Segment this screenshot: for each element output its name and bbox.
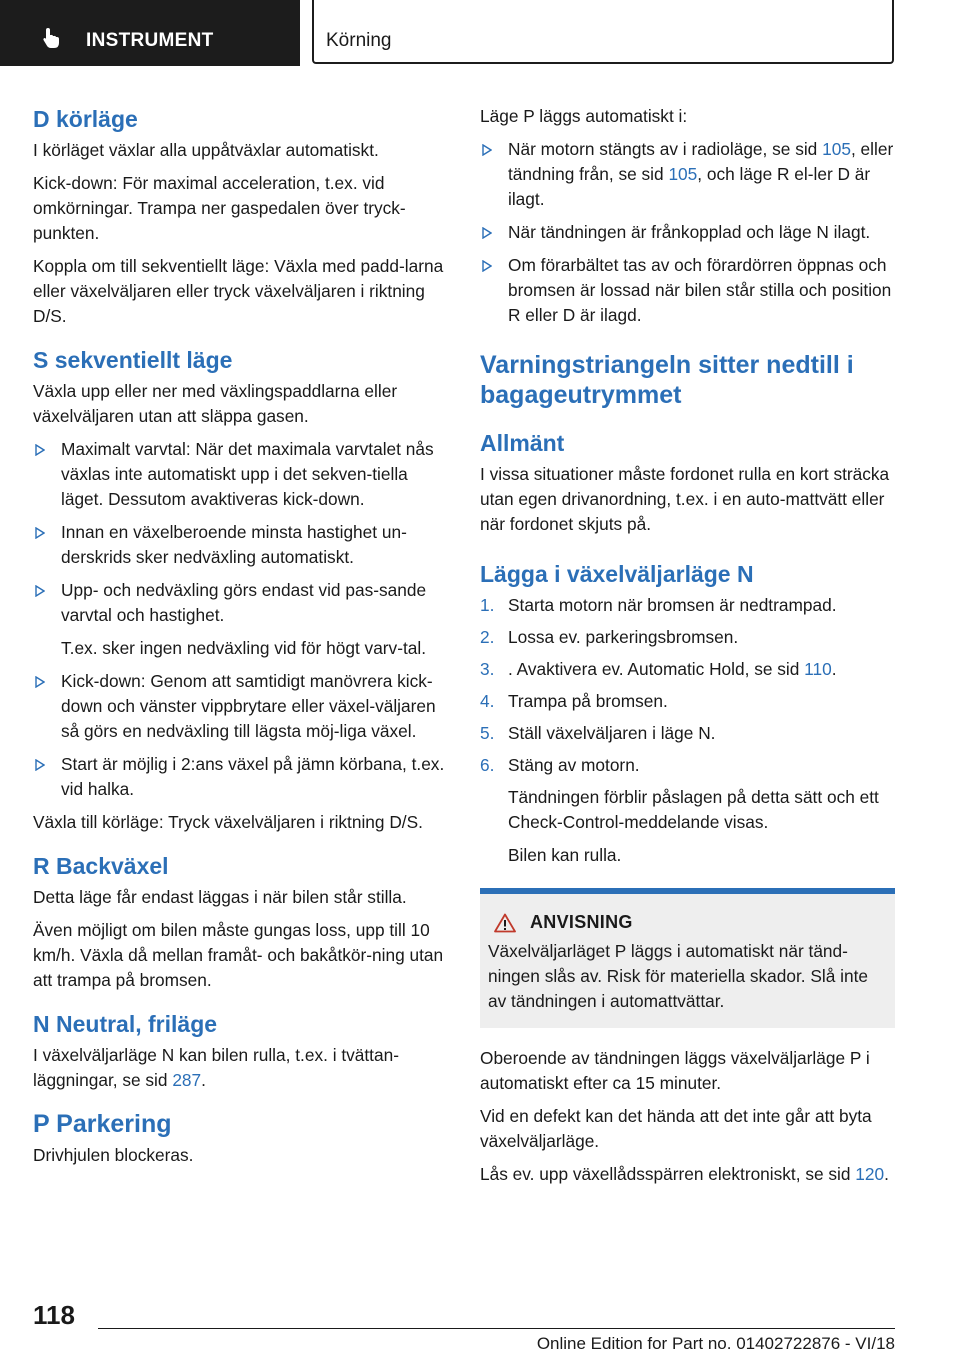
paragraph: Även möjligt om bilen måste gungas loss, upp till 10 km/h. Växla då mellan framåt- och bakåtkör-ning utan att trampa på bromsen. <box>33 920 444 990</box>
triangle-bullet-icon <box>35 676 45 688</box>
numbered-list <box>480 593 895 778</box>
list-item: 3. . Avaktivera ev. Automatic Hold, se sid 110. <box>480 659 837 679</box>
section-label: INSTRUMENT <box>86 30 214 51</box>
paragraph: Vid en defekt kan det hända att det inte går att byta växelväljarläge. <box>480 1106 872 1151</box>
list-item: 1. Starta motorn när bromsen är nedtrampad. <box>480 595 837 615</box>
topic-tab <box>312 0 894 64</box>
heading-lagga-i-n: Lägga i växelväljarläge N <box>480 561 754 587</box>
list-item: Maximalt varvtal: När det maximala varvtalet nås växlas inte automatiskt upp i det sekven-tiella läget. Dessutom avaktiveras kick-down. <box>33 437 448 512</box>
paragraph: Oberoende av tändningen läggs växelväljarläge P i automatiskt efter ca 15 minuter. <box>480 1048 870 1093</box>
paragraph: Lås ev. upp växellådsspärren elektroniskt, se sid 120. <box>480 1164 889 1184</box>
page-number: 118 <box>33 1300 75 1330</box>
section-tab <box>0 0 300 66</box>
page-link[interactable]: 105 <box>822 139 851 159</box>
list-item: 5. Ställ växelväljaren i läge N. <box>480 723 716 743</box>
right-column <box>480 100 895 1195</box>
paragraph: Växla upp eller ner med växlingspaddlarna eller växelväljaren utan att släppa gasen. <box>33 381 398 426</box>
list-item: 4. Trampa på bromsen. <box>480 691 668 711</box>
triangle-bullet-icon <box>35 527 45 539</box>
list-continuation: Tändningen förblir påslagen på detta sätt och ett Check-Control-meddelande visas. <box>508 787 879 832</box>
list-item: 6. Stäng av motorn. <box>480 755 640 775</box>
paragraph: Detta läge får endast läggas i när bilen står stilla. <box>33 887 407 907</box>
page-link[interactable]: 287 <box>172 1070 202 1090</box>
list-continuation: T.ex. sker ingen nedväxling vid för högt varv-tal. <box>61 638 427 658</box>
paragraph: Läge P läggs automatiskt i: <box>480 106 688 126</box>
hand-pointer-icon <box>40 26 64 50</box>
triangle-bullet-icon <box>482 260 492 272</box>
paragraph: I vissa situationer måste fordonet rulla en kort sträcka utan egen drivanordning, t.ex. i en auto-mattvätt eller när fordonet skjuts på. <box>480 464 890 534</box>
triangle-bullet-icon <box>35 585 45 597</box>
heading-s-sekventiellt: S sekventiellt läge <box>33 347 233 373</box>
heading-n-neutral: N Neutral, friläge <box>33 1011 218 1037</box>
paragraph: I växelväljarläge N kan bilen rulla, t.ex. i tvättan-läggningar, se sid 287. <box>33 1045 399 1090</box>
list-item: När tändningen är frånkopplad och läge N ilagt. <box>480 220 895 245</box>
list-item: Innan en växelberoende minsta hastighet un-derskrids sker nedväxling automatiskt. <box>33 520 448 570</box>
list-item: Start är möjlig i 2:ans växel på jämn körbana, t.ex. vid halka. <box>33 752 448 802</box>
notice-title: ANVISNING <box>488 912 887 933</box>
page-link[interactable]: 120 <box>855 1164 885 1184</box>
triangle-bullet-icon <box>35 444 45 456</box>
triangle-bullet-icon <box>35 759 45 771</box>
bullet-list <box>33 669 448 802</box>
warning-triangle-icon <box>494 913 516 933</box>
heading-varningstriangeln: Varningstriangeln sitter nedtill i bagageutrymmet <box>480 351 854 409</box>
paragraph: I körläget växlar alla uppåtväxlar automatiskt. <box>33 140 379 160</box>
heading-p-parkering: P Parkering <box>33 1110 172 1138</box>
left-column <box>33 100 448 1176</box>
footer-edition: Online Edition for Part no. 01402722876 - VI/18 <box>536 1334 895 1353</box>
list-item: Om förarbältet tas av och förardörren öppnas och bromsen är lossad när bilen står stilla och position R eller D är ilagd. <box>480 253 895 328</box>
list-item: Kick-down: Genom att samtidigt manövrera kick-down och vänster vippbrytare eller växel-väljaren så görs en nedväxling till lägsta möj-liga växel. <box>33 669 448 744</box>
heading-d-korlage: D körläge <box>33 106 138 132</box>
list-item: Upp- och nedväxling görs endast vid pas-sande varvtal och hastighet. <box>33 578 448 628</box>
paragraph: Koppla om till sekventiellt läge: Växla med padd-larna eller växelväljaren eller tryck växelväljaren i riktning D/S. <box>33 256 444 326</box>
list-item: 2. Lossa ev. parkeringsbromsen. <box>480 627 739 647</box>
list-item: När motorn stängts av i radioläge, se sid 105, eller tändning från, se sid 105, och läge R el-ler D är ilagt. <box>480 137 895 212</box>
page-link[interactable]: 110 <box>804 659 832 679</box>
heading-allmant: Allmänt <box>480 430 565 456</box>
notice-text: Växelväljarläget P läggs i automatiskt när tänd-ningen slås av. Risk för materiella skador. Slå inte av tändningen i automattvättar. <box>488 941 869 1011</box>
heading-r-backvaxel: R Backväxel <box>33 853 169 879</box>
triangle-bullet-icon <box>482 144 492 156</box>
paragraph: Drivhjulen blockeras. <box>33 1145 194 1165</box>
paragraph: Kick-down: För maximal acceleration, t.ex. vid omkörningar. Trampa ner gaspedalen över tryck-punkten. <box>33 173 406 243</box>
topic-label: Körning <box>326 30 392 51</box>
page-link[interactable]: 105 <box>668 164 698 184</box>
page-header <box>0 0 960 66</box>
footer-divider <box>98 1328 895 1329</box>
triangle-bullet-icon <box>482 227 492 239</box>
notice-box <box>480 888 895 1028</box>
bullet-list <box>33 437 448 628</box>
bullet-list <box>480 137 895 328</box>
list-continuation: Bilen kan rulla. <box>508 845 622 865</box>
paragraph: Växla till körläge: Tryck växelväljaren i riktning D/S. <box>33 812 423 832</box>
